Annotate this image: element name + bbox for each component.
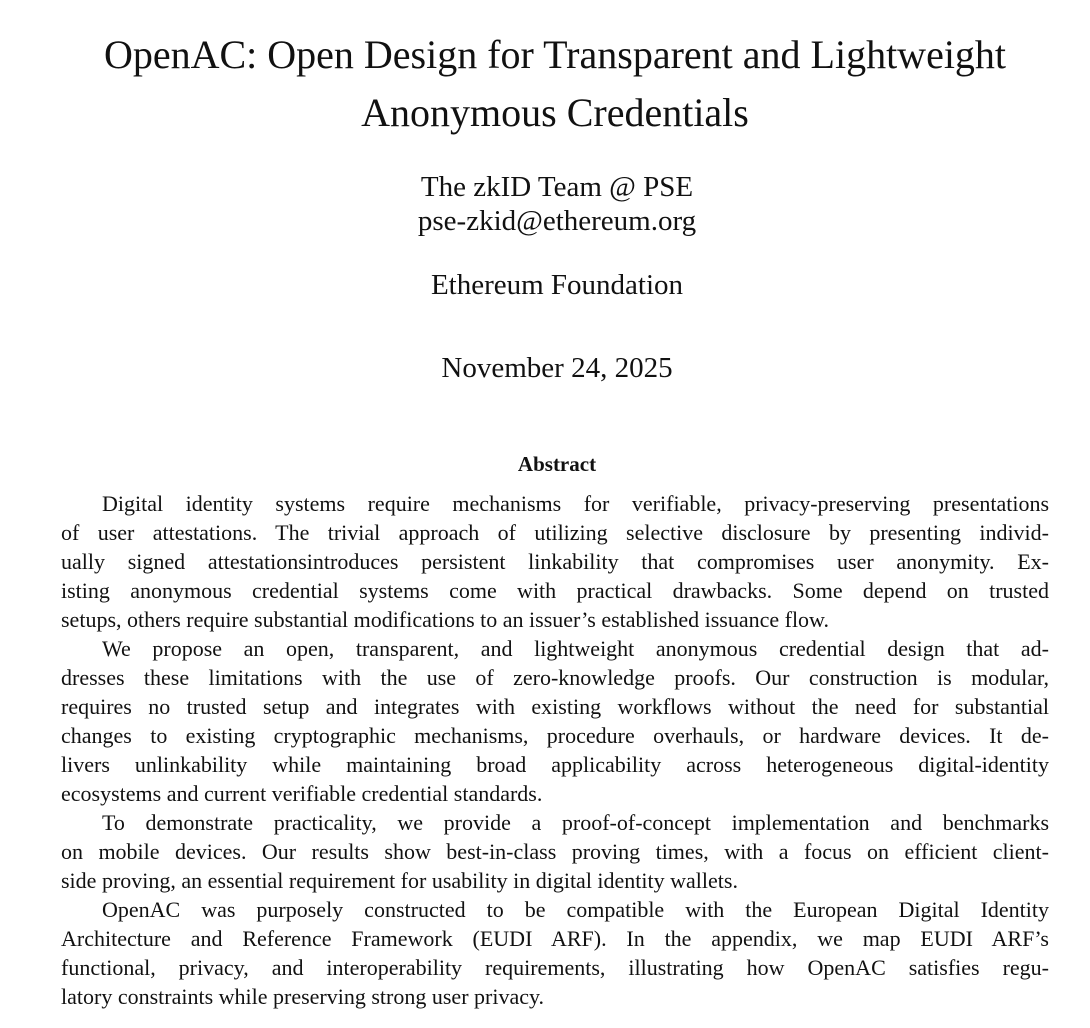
abstract-line: To demonstrate practicality, we provide a proof-of-concept implementation and benchmarks	[102, 810, 1049, 835]
abstract-line: OpenAC was purposely constructed to be compatible with the European Digital Identity	[102, 897, 1049, 922]
abstract-body	[61, 489, 1049, 1011]
author-name: The zkID Team @ PSE	[420, 171, 694, 203]
paper-title	[30, 26, 1080, 142]
abstract-line: setups, others require substantial modifications to an issuer’s established issuance flow.	[61, 607, 830, 632]
paper-title-line: OpenAC: Open Design for Transparent and Lightweight	[103, 32, 1007, 77]
abstract-line: ually signed attestationsintroduces persistent linkability that compromises user anonymity. Ex-	[61, 549, 1049, 574]
affiliation: Ethereum Foundation	[430, 269, 684, 301]
abstract-line: isting anonymous credential systems come with practical drawbacks. Some depend on trusted	[61, 578, 1049, 603]
abstract-line: functional, privacy, and interoperability requirements, illustrating how OpenAC satisfies regu-	[61, 955, 1049, 980]
abstract-line: requires no trusted setup and integrates with existing workflows without the need for substantial	[61, 694, 1049, 719]
abstract-line: livers unlinkability while maintaining broad applicability across heterogeneous digital-identity	[61, 752, 1049, 777]
abstract-heading: Abstract	[517, 452, 597, 476]
author-info	[0, 170, 1090, 238]
abstract-line: dresses these limitations with the use of zero-knowledge proofs. Our construction is modular,	[61, 665, 1049, 690]
abstract-line: of user attestations. The trivial approach of utilizing selective disclosure by presenting individ-	[61, 520, 1049, 545]
abstract-line: side proving, an essential requirement for usability in digital identity wallets.	[61, 868, 738, 893]
abstract-line: Digital identity systems require mechanisms for verifiable, privacy-preserving presentations	[102, 491, 1049, 516]
publication-date: November 24, 2025	[441, 352, 673, 384]
abstract-line: ecosystems and current verifiable credential standards.	[61, 781, 543, 806]
abstract-line: changes to existing cryptographic mechanisms, procedure overhauls, or hardware devices. It de-	[61, 723, 1049, 748]
author-email: pse-zkid@ethereum.org	[417, 205, 697, 237]
paper-title-line: Anonymous Credentials	[361, 90, 749, 135]
abstract-line: on mobile devices. Our results show best-in-class proving times, with a focus on efficient client-	[61, 839, 1049, 864]
abstract-line: latory constraints while preserving strong user privacy.	[61, 984, 545, 1009]
abstract-line: Architecture and Reference Framework (EUDI ARF). In the appendix, we map EUDI ARF’s	[61, 926, 1049, 951]
abstract-line: We propose an open, transparent, and lightweight anonymous credential design that ad-	[102, 636, 1049, 661]
